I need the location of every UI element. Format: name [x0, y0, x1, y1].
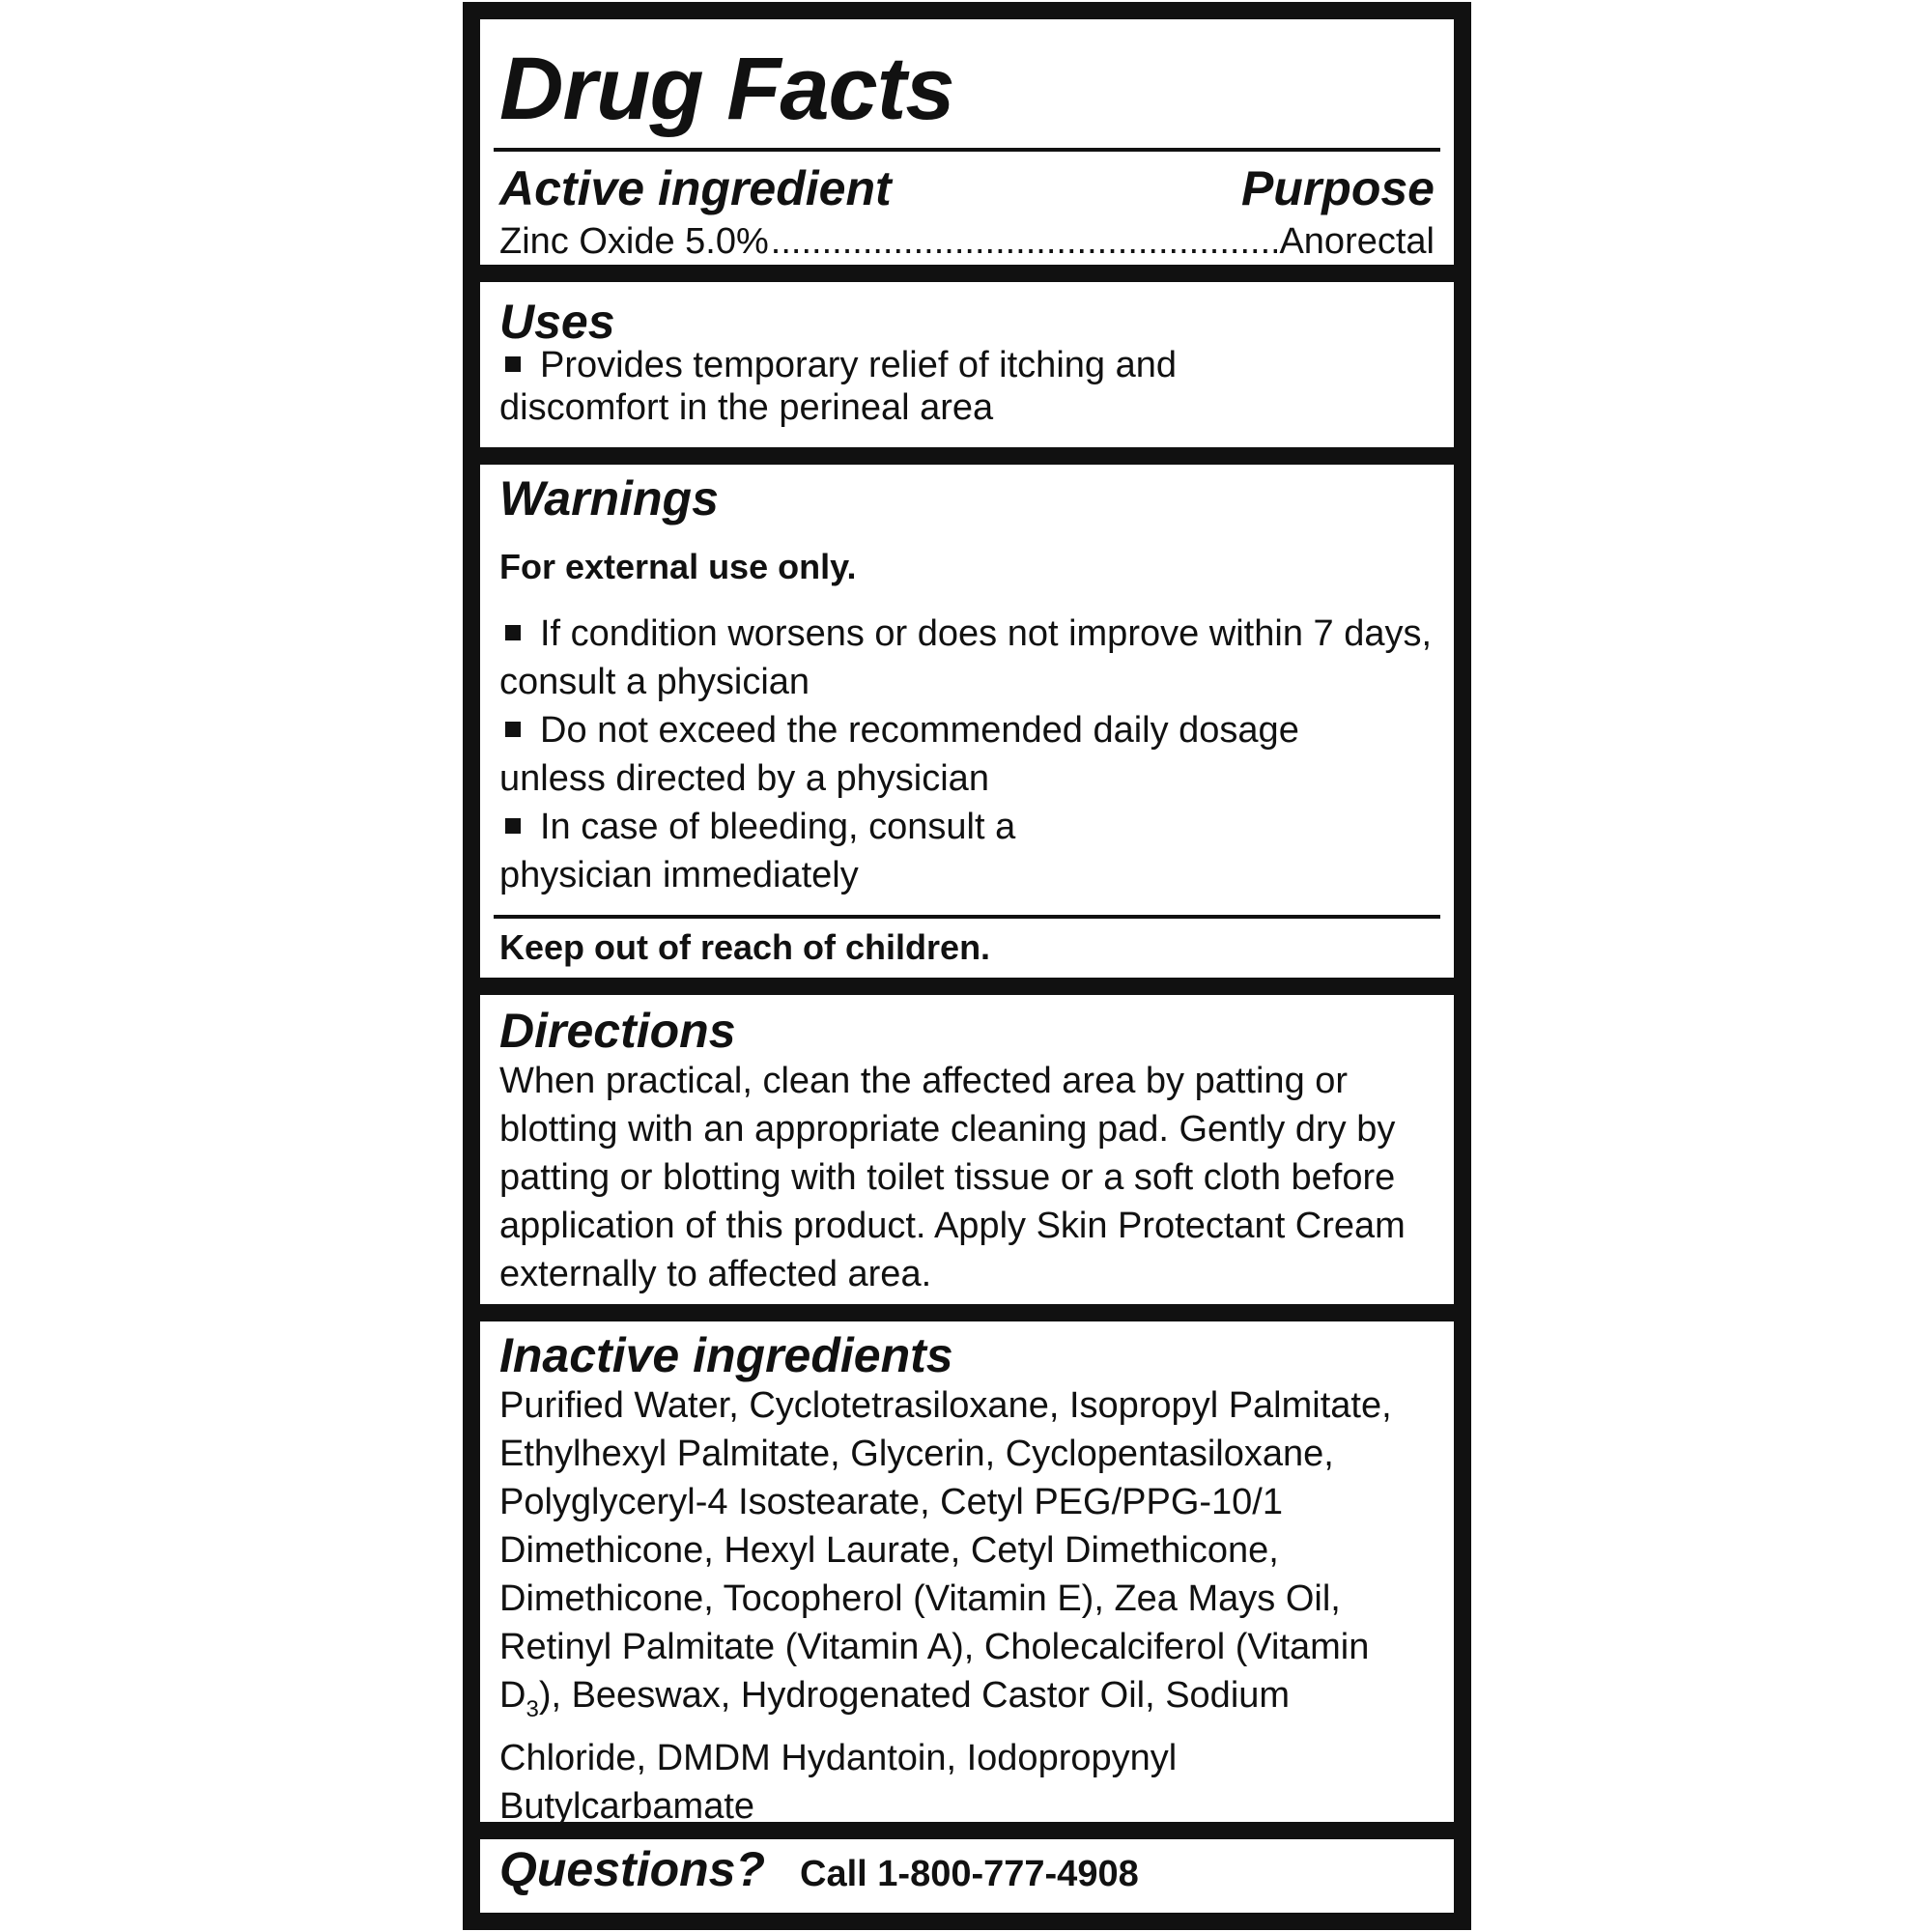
questions-box [480, 1839, 1454, 1913]
purpose-heading: Purpose [1240, 161, 1435, 215]
drug-facts-panel [463, 2, 1471, 1930]
directions-text: When practical, clean the affected area by patting or blotting with an appropriate cleaning pad. Gently dry by patting or blotting with toilet tissue or a soft cloth before application of this product. Apply Skin Protectant Cream externally to affected area. [499, 1061, 1406, 1294]
inactive-ingredients-text: Purified Water, Cyclotetrasiloxane, Isopropyl Palmitate, Ethylhexyl Palmitate, Glycerin, Cyclopentasiloxane, Polyglyceryl-4 Isostearate, Cetyl PEG/PPG-10/1 Dimethicone, Hexyl Laurate, Cetyl Dimethicone, Dimethicone, Tocopherol (Vitamin E), Zea Mays Oil, Retinyl Palmitate (Vitamin A), Cholecalciferol (Vitamin $D_3$), Beeswax, Hydrogenated Castor Oil, Sodium Chloride, DMDM Hydantoin, Iodopropynyl Butylcarbamate [499, 1385, 1392, 1827]
active-ingredient-row [499, 217, 1435, 266]
subscript-three: 3 [526, 1696, 539, 1722]
questions-heading: Questions? [499, 1842, 766, 1896]
uses-heading: Uses [499, 295, 615, 349]
directions-heading: Directions [499, 1004, 736, 1058]
warnings-heading: Warnings [499, 471, 719, 526]
directions-box [480, 995, 1454, 1304]
questions-row [499, 1842, 1435, 1896]
warnings-rule [494, 915, 1440, 919]
warning-item: If condition worsens or does not improve within 7 days, consult a physician [499, 613, 1433, 702]
warnings-list [499, 610, 1435, 899]
active-ingredient-box [480, 19, 1454, 265]
dot-leader [771, 217, 1278, 266]
inactive-ingredients-box [480, 1321, 1454, 1827]
drug-facts-title: Drug Facts [499, 40, 954, 138]
active-ingredient-name: Zinc Oxide 5.0% [499, 221, 769, 262]
external-use-warning: For external use only. [499, 547, 857, 586]
warnings-box [480, 465, 1454, 978]
active-ingredient-heading: Active ingredient [499, 161, 892, 215]
warning-item: Do not exceed the recommended daily dosage unless directed by a physician [499, 710, 1299, 799]
uses-item: Provides temporary relief of itching and discomfort in the perineal area [499, 345, 1177, 428]
title-rule [494, 148, 1440, 152]
inactive-ingredients-heading: Inactive ingredients [499, 1328, 953, 1382]
active-ingredient-purpose: Anorectal [1279, 221, 1435, 262]
children-warning: Keep out of reach of children. [499, 927, 991, 967]
bullet-square-icon [505, 625, 521, 640]
bullet-square-icon [505, 818, 521, 834]
active-header-row [499, 161, 1435, 215]
bullet-square-icon [505, 356, 521, 372]
warning-item: In case of bleeding, consult a physician immediately [499, 807, 1016, 895]
questions-phone: Call 1-800-777-4908 [800, 1854, 1139, 1894]
bullet-square-icon [505, 722, 521, 737]
uses-box [480, 282, 1454, 447]
